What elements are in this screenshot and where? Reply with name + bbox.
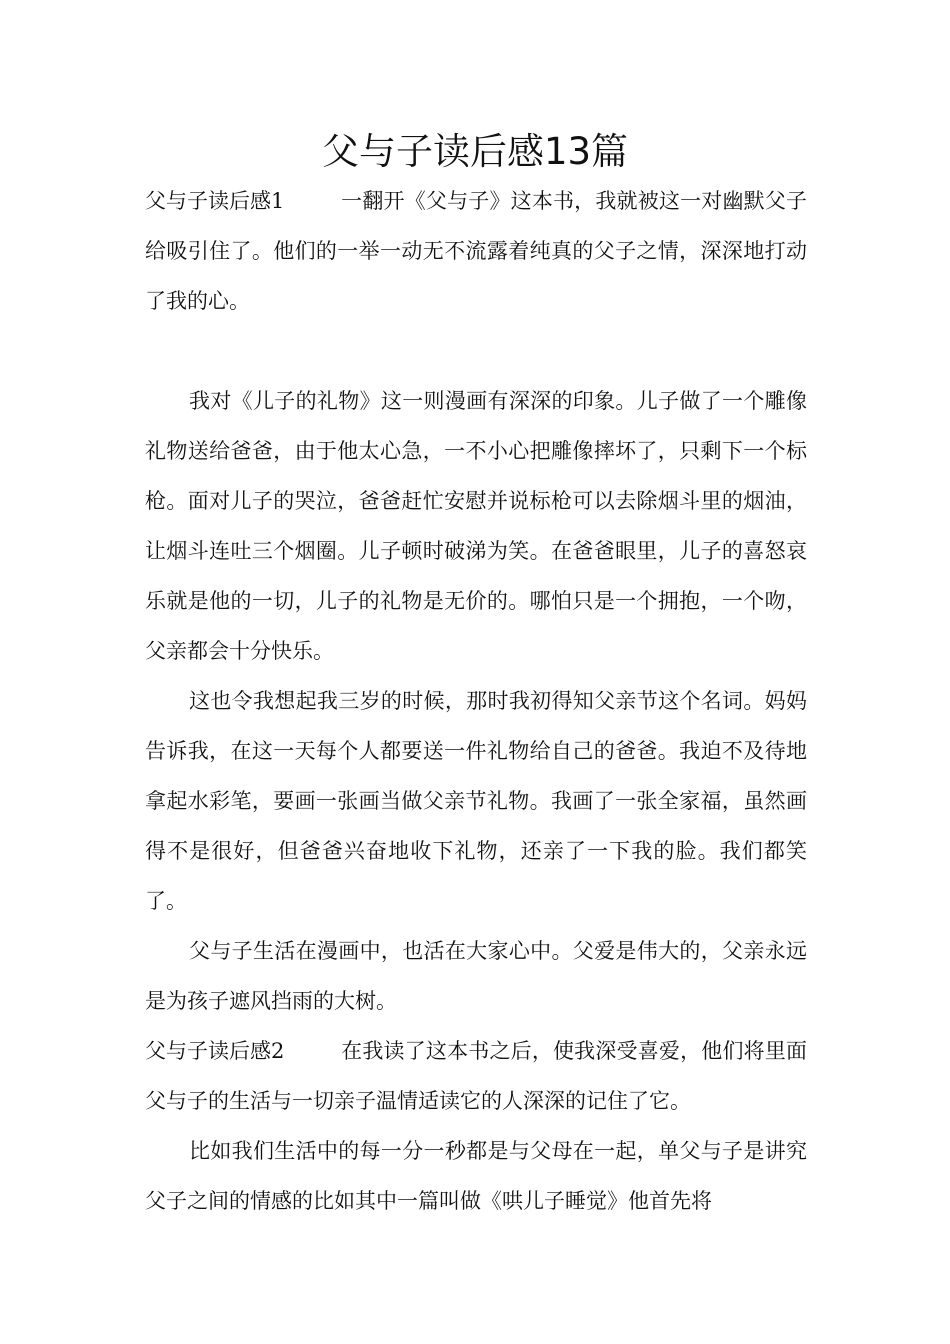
- document-title: 父与子读后感13篇: [321, 130, 629, 173]
- paragraph: 比如我们生活中的每一分一秒都是与父母在一起，单父与子是讲究父子之间的情感的比如其中一篇叫做《哄儿子睡觉》他首先将: [145, 1139, 807, 1213]
- section-1-intro: [145, 176, 807, 326]
- document-body: [145, 176, 807, 1226]
- section-heading: 父与子读后感1: [145, 189, 285, 213]
- section-2-intro: [145, 1026, 807, 1126]
- paragraph: 我对《儿子的礼物》这一则漫画有深深的印象。儿子做了一个雕像礼物送给爸爸，由于他太心急，一不小心把雕像摔坏了，只剩下一个标枪。面对儿子的哭泣，爸爸赶忙安慰并说标枪可以去除烟斗里的烟油，让烟斗连吐三个烟圈。儿子顿时破涕为笑。在爸爸眼里，儿子的喜怒哀乐就是他的一切，儿子的礼物是无价的。哪怕只是一个拥抱，一个吻，父亲都会十分快乐。: [145, 389, 807, 663]
- paragraph-text: 在我读了这本书之后，使我深受喜爱，他们将里面父与子的生活与一切亲子温情适读它的人深深的记住了它。: [145, 1039, 807, 1113]
- paragraph: 父与子生活在漫画中，也活在大家心中。父爱是伟大的，父亲永远是为孩子遮风挡雨的大树。: [145, 939, 807, 1013]
- paragraph-gap: [145, 326, 807, 376]
- section-heading: 父与子读后感2: [145, 1039, 285, 1063]
- paragraph-text: 一翻开《父与子》这本书，我就被这一对幽默父子给吸引住了。他们的一举一动无不流露着纯真的父子之情，深深地打动了我的心。: [145, 189, 807, 313]
- paragraph: 这也令我想起我三岁的时候，那时我初得知父亲节这个名词。妈妈告诉我，在这一天每个人都要送一件礼物给自己的爸爸。我迫不及待地拿起水彩笔，要画一张画当做父亲节礼物。我画了一张全家福，虽然画得不是很好，但爸爸兴奋地收下礼物，还亲了一下我的脸。我们都笑了。: [145, 689, 807, 913]
